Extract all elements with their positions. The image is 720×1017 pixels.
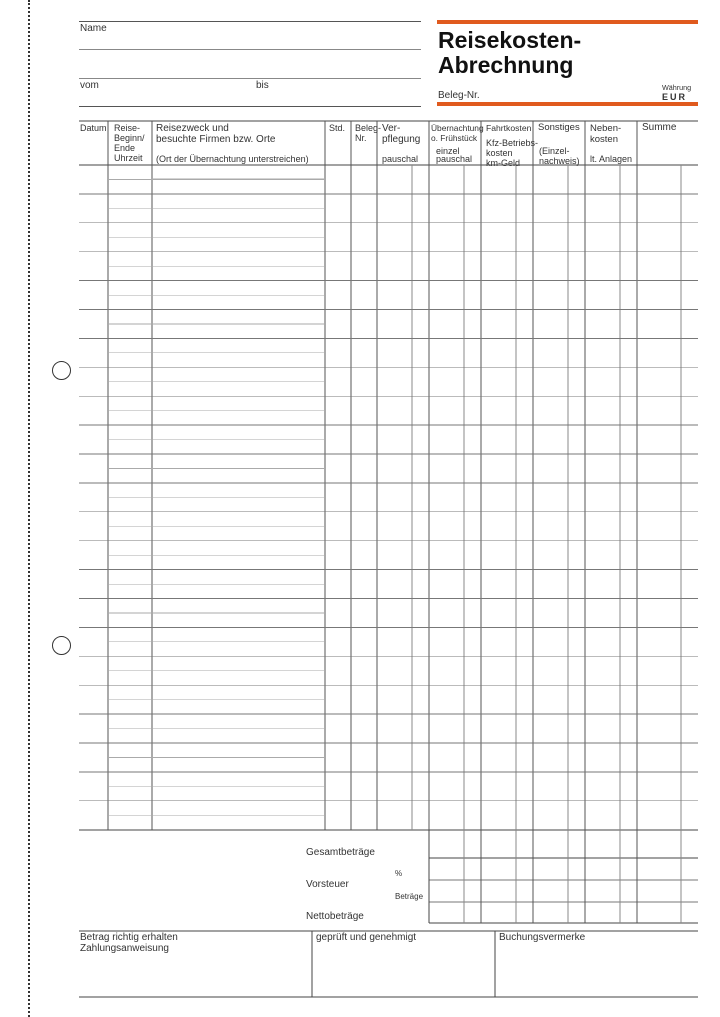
col-header-start	[114, 123, 145, 163]
col-header-other-sub-l1: (Einzel-	[539, 146, 570, 156]
col-header-purpose	[156, 123, 276, 145]
checked-approved-label: geprüft und genehmigt	[316, 932, 417, 943]
col-header-travel-sub-l1: Kfz-Betriebs-	[486, 138, 539, 148]
approval-text	[80, 932, 178, 954]
col-header-lodging	[431, 123, 484, 143]
col-header-incidental-l1: Neben-	[590, 123, 622, 134]
to-date-label: bis	[256, 80, 269, 91]
name-label: Name	[80, 23, 107, 34]
col-header-other-sub-l2: nachweis)	[539, 156, 580, 166]
col-header-start-l1: Reise-	[114, 123, 141, 133]
col-header-purpose-l1: Reisezweck und	[156, 123, 229, 134]
col-header-travel-sub	[486, 138, 538, 168]
col-header-travel-sub-l2: kosten	[486, 148, 513, 158]
approval-line2: Zahlungsanweisung	[80, 943, 169, 954]
col-header-meals-sub: pauschal	[382, 154, 419, 164]
col-header-incidental-sub: lt. Anlagen	[590, 154, 633, 164]
col-header-lodging-l1: Übernachtung	[431, 123, 484, 133]
col-header-meals-l2: pflegung	[382, 134, 421, 145]
col-header-incidental-l2: kosten	[590, 134, 618, 145]
col-header-meals-l1: Ver-	[382, 123, 401, 134]
col-header-travel: Fahrtkosten	[486, 123, 532, 133]
col-header-meals	[382, 123, 420, 145]
col-header-receipt-l1: Beleg-	[355, 123, 382, 133]
gross-total-label: Gesamtbeträge	[306, 847, 375, 858]
col-header-purpose-l2: besuchte Firmen bzw. Orte	[156, 134, 276, 145]
booking-notes-label: Buchungsvermerke	[499, 932, 586, 943]
vat-percent-label: %	[395, 869, 403, 878]
approval-line1: Betrag richtig erhalten	[80, 932, 178, 943]
col-header-lodging-l2: o. Frühstück	[431, 133, 478, 143]
from-date-label: vom	[80, 80, 99, 91]
col-header-start-l4: Uhrzeit	[114, 153, 143, 163]
col-header-other: Sonstiges	[538, 122, 580, 133]
vat-amounts-label: Beträge	[395, 892, 424, 901]
col-header-total: Summe	[642, 122, 677, 133]
col-header-hours: Std.	[329, 123, 346, 133]
col-header-lodging-sub2: pauschal	[436, 154, 473, 164]
col-header-start-l3: Ende	[114, 143, 136, 153]
col-header-receipt	[355, 123, 381, 143]
col-header-purpose-note: (Ort der Übernachtung unterstreichen)	[156, 154, 309, 164]
currency-label: Währung	[662, 83, 692, 92]
col-header-incidental	[590, 123, 621, 145]
col-header-date: Datum	[80, 123, 107, 133]
col-header-other-sub	[539, 146, 580, 166]
col-header-travel-sub-l3: km-Geld	[486, 158, 521, 168]
vat-label: Vorsteuer	[306, 879, 349, 890]
receipt-no-label: Beleg-Nr.	[438, 90, 480, 101]
col-header-start-l2: Beginn/	[114, 133, 145, 143]
net-total-label: Nettobeträge	[306, 911, 364, 922]
form-title-line2: Abrechnung	[438, 52, 574, 78]
currency-value: EUR	[662, 92, 688, 102]
col-header-receipt-l2: Nr.	[355, 133, 367, 143]
col-header-lodging-sub1: einzel	[436, 146, 460, 156]
form-title-line1: Reisekosten-	[438, 27, 582, 53]
